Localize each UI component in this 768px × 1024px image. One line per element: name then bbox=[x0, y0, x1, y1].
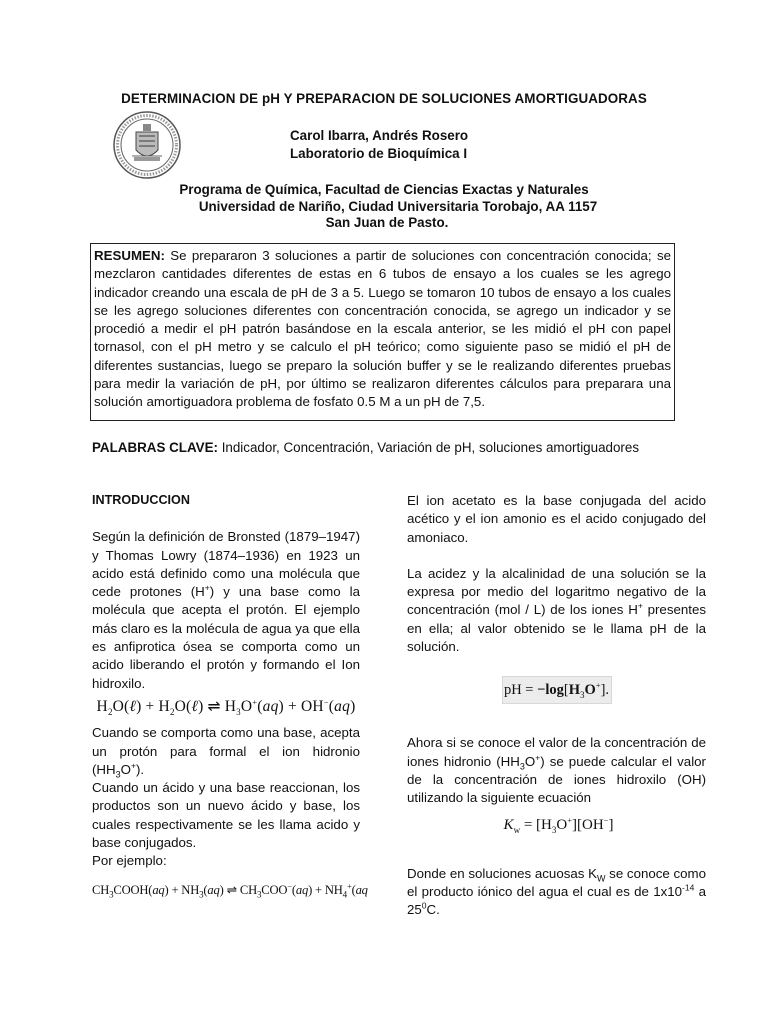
water-autoionization-equation: $H_2O(\ell)$ + $H_2O(\ell)$ ⇌ $H_3O^+(aq) + OH^-(aq)$ bbox=[96, 696, 356, 718]
keywords-text: Indicador, Concentración, Variación de pH, soluciones amortiguadores bbox=[217, 440, 640, 455]
program: Programa de Química, Facultad de Ciencias Exactas y Naturales bbox=[179, 182, 589, 197]
institution-block bbox=[0, 182, 768, 232]
acetic-acid-ammonia-equation: $CH_3COOH(aq) + NH_3(aq)$ ⇌ $CH_3COO^-(aq) + NH_4^+(aq$ bbox=[92, 880, 368, 900]
document-title: DETERMINACION DE pH Y PREPARACION DE SOLUCIONES AMORTIGUADORAS bbox=[121, 91, 647, 106]
authors: Carol Ibarra, Andrés Rosero bbox=[290, 128, 469, 143]
university: Universidad de Nariño, Ciudad Universitaria Torobajo, AA 1157 bbox=[198, 198, 598, 214]
keywords-label: PALABRAS CLAVE: bbox=[92, 440, 218, 455]
intro-paragraph: Según la definición de Bronsted (1879–1947) y Thomas Lowry (1874–1936) en 1923 un acido está definido como una molécula que cede protones (H+) y una base como la molécula que acepta el protón. El ejemplo más claro es la molécula de agua ya que ella es anfiprotica ósea se comporta como un acido liberando el protón y formando el Ion hidroxilo. bbox=[92, 529, 361, 691]
right-column bbox=[407, 492, 706, 920]
kw-paragraph: Donde en soluciones acuosas $K_W$ se conoce como el producto iónico del agua el cual es de $1x10^{-14}$ a $25^0C$. bbox=[407, 865, 707, 918]
base-paragraph: Cuando se comporta como una base, acepta un protón para formal el ion hidronio $(HH_3O^+)$. bbox=[92, 725, 360, 780]
abstract-text: Se prepararon 3 soluciones a partir de soluciones con concentración conocida; se mezclaron cantidades diferentes de estas en 6 tubos de ensayo a los cuales se les agrego indicador creando una escala de pH de 3 a 5. Luego se tomaron 10 tubos de ensayo a los cuales se les agrego soluciones diferentes con concentración conocida, se agrego un indicador y se procedió a medir el pH patrón basándose en la escala anterior, se les midió el pH con papel tornasol, con el pH metro y se calculo el pH teórico; como siguiente paso se midió el pH de diferentes sustancias, luego se preparo la solución buffer y se le realizando diferentes pruebas para medir la variación de pH, por último se realizaron diferentes cálculos para preparara una solución amortiguadora problema de fosfato 0.5 M a un pH de 7,5. bbox=[94, 248, 671, 410]
hydroxide-paragraph: Ahora si se conoce el valor de la concentración de iones hidronio $(HH_3O^+)$ se puede calcular el valor de la concentración de iones hidroxilo (OH) utilizando la siguiente ecuación bbox=[407, 735, 706, 806]
university-seal-logo bbox=[112, 110, 182, 180]
section-heading: INTRODUCCION bbox=[92, 493, 190, 507]
example-label: Por ejemplo: bbox=[92, 853, 167, 869]
abstract-label: RESUMEN: bbox=[94, 248, 165, 263]
authors-block bbox=[290, 127, 468, 163]
abstract-box bbox=[90, 243, 675, 421]
city: San Juan de Pasto. bbox=[325, 215, 449, 230]
left-column bbox=[92, 491, 368, 900]
conjugates-paragraph: Cuando un ácido y una base reaccionan, los productos son un nuevo ácido y base, los cuales respectivamente se les llama acido y base conjugados. bbox=[92, 780, 360, 851]
kw-equation: $K_w = [H_3O^+][OH^-]$ bbox=[503, 814, 614, 835]
ph-formula: pH = $-\log[H_3O^+]$. bbox=[502, 676, 612, 704]
acetate-paragraph: El ion acetato es la base conjugada del acido acético y el ion amonio es el acido conjugado del amoniaco. bbox=[407, 493, 706, 545]
laboratory: Laboratorio de Bioquímica I bbox=[290, 146, 468, 161]
ph-definition-paragraph: La acidez y la alcalinidad de una solución se la expresa por medio del logaritmo negativo de la concentración (mol / L) de los iones H+ presentes en ella; al valor obtenido se le llama pH de la solución. bbox=[407, 565, 706, 655]
keywords bbox=[92, 440, 639, 455]
